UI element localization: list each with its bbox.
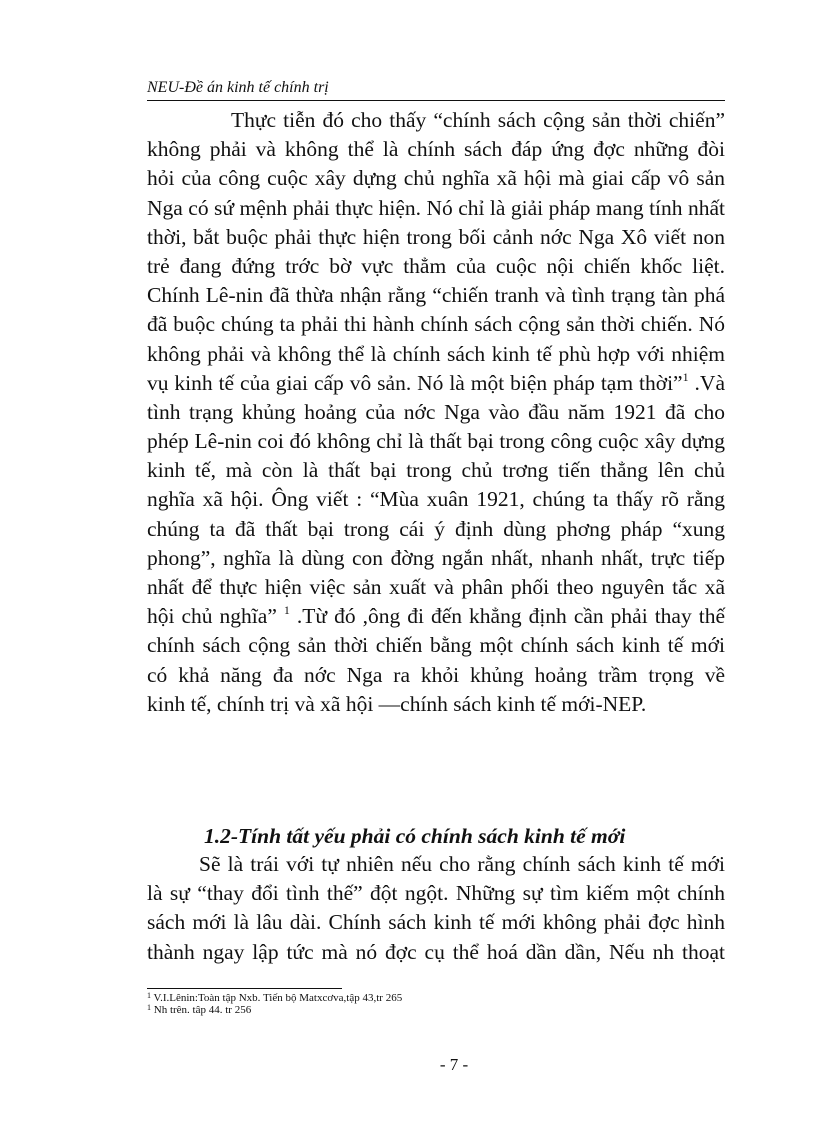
footnotes xyxy=(147,992,725,1016)
footnote-ref: 1 xyxy=(682,369,689,384)
text-line: phong”, nghĩa là dùng con đờng ngắn nhất, nhanh nhất, trực tiếp xyxy=(147,545,725,570)
text-line xyxy=(147,369,725,398)
text-line: đã buộc chúng ta phải thi hành chính sách cộng sản thời chiến. Nó xyxy=(147,312,725,337)
text-line: tình trạng khủng hoảng của nớc Nga vào đầu năm 1921 đã cho xyxy=(147,399,725,424)
text-line-part: vụ kinh tế của giai cấp vô sản. Nó là một biện pháp tạm thời” xyxy=(147,370,683,395)
text-line: Sẽ là trái với tự nhiên nếu cho rằng chính sách kinh tế mới xyxy=(199,852,725,876)
text-line: không phải và không thể là chính sách đáp ứng đợc những đòi xyxy=(147,137,725,162)
text-line: hỏi của công cuộc xây dựng chủ nghĩa xã hội mà giai cấp vô sản xyxy=(147,166,725,191)
text-line: chúng ta đã thất bại trong cái ý định dùng phơng pháp “xung xyxy=(147,516,725,541)
text-line: Thực tiễn đó cho thấy “chính sách cộng sản thời chiến” xyxy=(231,108,725,132)
section-heading: 1.2-Tính tất yếu phải có chính sách kinh tế mới xyxy=(204,824,626,848)
text-line: sách mới là lâu dài. Chính sách kinh tế mới không phải đợc hình xyxy=(147,910,725,935)
text-line-part: .Từ đó ,ông đi đến khẳng định cần phải thay thế xyxy=(289,604,725,629)
footnote-mark: 1 xyxy=(147,1003,151,1012)
text-line: thành ngay lập tức mà nó đợc cụ thể hoá dần dần, Nếu nh thoạt xyxy=(147,939,725,964)
text-line: chính sách cộng sản thời chiến bằng một chính sách kinh tế mới xyxy=(147,633,725,658)
footnote xyxy=(147,992,725,1004)
footnote-mark: 1 xyxy=(147,991,151,1000)
paragraph-2 xyxy=(147,850,725,967)
text-line: không phải và không thể là chính sách kinh tế phù hợp với nhiệm xyxy=(147,341,725,366)
text-line: Chính Lê-nin đã thừa nhận rằng “chiến tranh và tình trạng tàn phá xyxy=(147,283,725,308)
text-line-part: .Và xyxy=(688,370,725,395)
footnote xyxy=(147,1004,725,1016)
text-line: trẻ đang đứng trớc bờ vực thẳm của cuộc nội chiến khốc liệt. xyxy=(147,253,725,278)
footnote-text: Nh trên. tâp 44. tr 256 xyxy=(151,1004,252,1016)
footnote-divider xyxy=(147,988,342,989)
text-line: có khả năng đa nớc Nga ra khỏi khủng hoảng trầm trọng về xyxy=(147,662,725,687)
text-line: là sự “thay đổi tình thế” đột ngột. Những sự tìm kiếm một chính xyxy=(147,881,725,906)
text-line: nghĩa xã hội. Ông viết : “Mùa xuân 1921, chúng ta thấy rõ rằng xyxy=(147,487,725,512)
running-header: NEU-Đề án kinh tế chính trị xyxy=(147,78,725,101)
text-line: kinh tế, chính trị và xã hội —chính sách kinh tế mới-NEP. xyxy=(147,691,647,716)
paragraph-1 xyxy=(147,106,725,719)
text-line: nhất để thực hiện việc sản xuất và phân phối theo nguyên tắc xã xyxy=(147,575,725,599)
footnote-ref: 1 xyxy=(283,603,290,618)
text-line: thời, bắt buộc phải thực hiện trong bối cảnh nớc Nga Xô viết non xyxy=(147,224,725,249)
text-line: phép Lê-nin coi đó không chỉ là thất bại trong công cuộc xây dựng xyxy=(147,429,725,454)
text-line: Nga có sứ mệnh phải thực hiện. Nó chỉ là giải pháp mang tính nhất xyxy=(147,195,725,220)
page-number: - 7 - xyxy=(439,1055,469,1074)
text-line xyxy=(147,602,725,631)
text-line: kinh tế, mà còn là thất bại trong chủ trơng tiến thẳng lên chủ xyxy=(147,458,725,483)
text-line-part: hội chủ nghĩa” xyxy=(147,604,277,629)
footnote-text: V.I.Lênin:Toàn tập Nxb. Tiến bộ Matxcơva,tập 43,tr 265 xyxy=(151,992,403,1004)
